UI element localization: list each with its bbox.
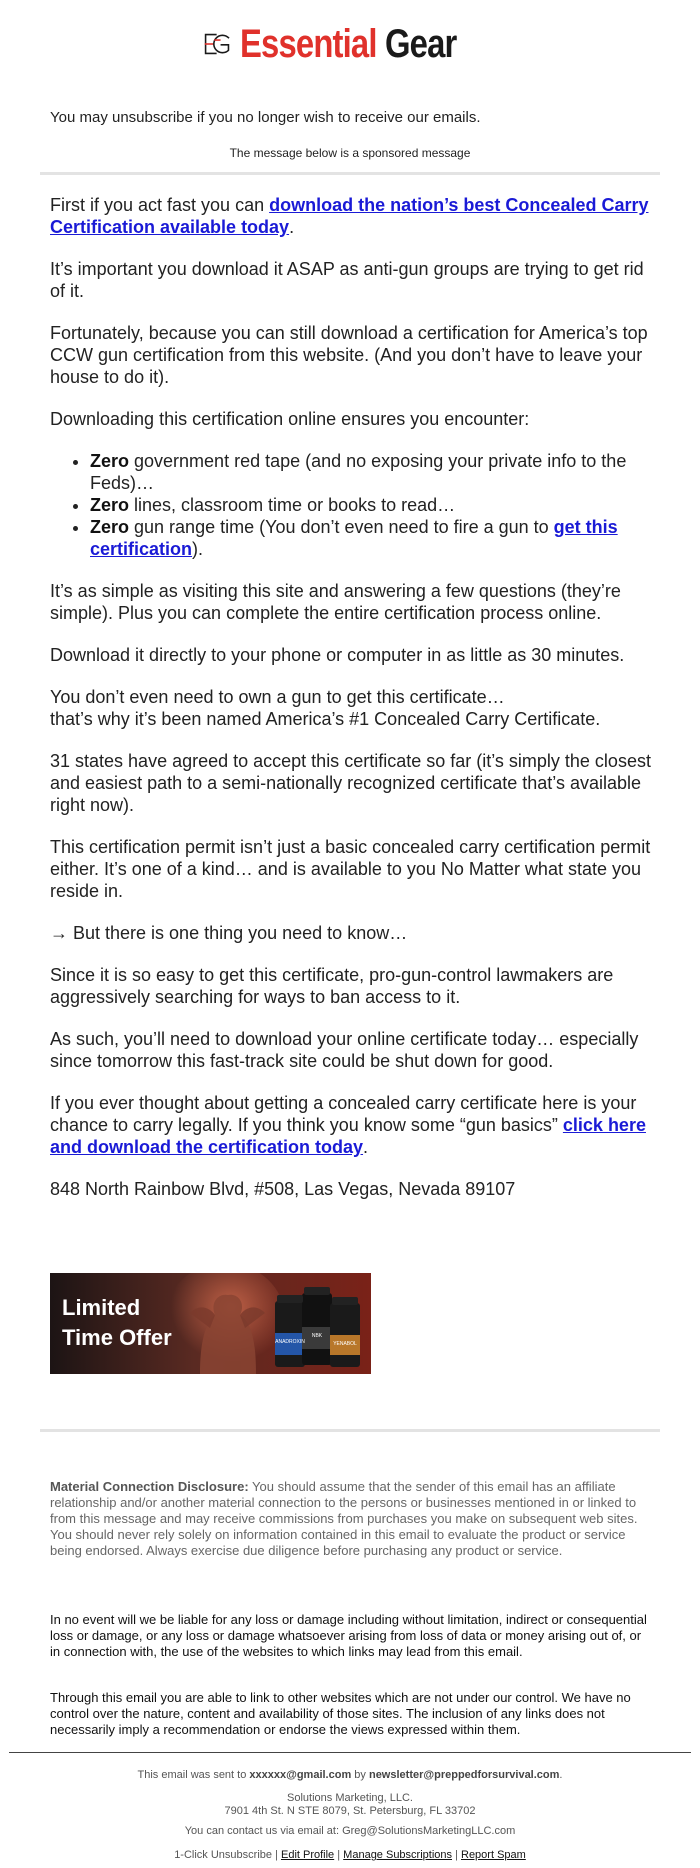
edit-profile-link[interactable]: Edit Profile xyxy=(280,1849,335,1861)
paragraph: → But there is one thing you need to know… xyxy=(50,923,408,943)
sponsored-note: The message below is a sponsored message xyxy=(229,146,471,160)
paragraph: It’s important you download it ASAP as anti-gun groups are trying to get rid of it. xyxy=(50,259,644,301)
mailing-address: 848 North Rainbow Blvd, #508, Las Vegas, Nevada 89107 xyxy=(50,1179,516,1199)
brand-logo[interactable] xyxy=(204,14,504,74)
brand-name xyxy=(240,22,456,67)
footer-contact: You can contact us via email at: Greg@SolutionsMarketingLLC.com xyxy=(184,1825,516,1837)
recipient-email: xxxxxx@gmail.com xyxy=(249,1769,352,1781)
divider xyxy=(40,1429,660,1432)
paragraph-cta: If you ever thought about getting a concealed carry certificate here is your chance to carry legally. If you think you know some “gun basics” click here and download the certification today. xyxy=(50,1093,646,1157)
material-connection-disclosure xyxy=(50,1479,650,1559)
eg-monogram-icon xyxy=(204,16,230,72)
paragraph: It’s as simple as visiting this site and answering a few questions (they’re simple). Plus you can complete the entire certification process online. xyxy=(50,581,621,623)
footer-divider xyxy=(9,1752,691,1753)
limited-time-offer-banner[interactable] xyxy=(50,1273,371,1374)
get-certification-link[interactable]: get this certification xyxy=(90,517,618,559)
banner-line2: Time Offer xyxy=(62,1325,172,1350)
brand-name-part1: Essential xyxy=(240,21,377,66)
benefits-list xyxy=(50,450,660,560)
paragraph-intro: First if you act fast you can download the nation’s best Concealed Carry Certification available today. xyxy=(50,195,649,237)
paragraph: 31 states have agreed to accept this certificate so far (it’s simply the closest and easiest path to a semi-nationally recognized certificate that’s available right now). xyxy=(50,751,651,815)
list-item: • Zero lines, classroom time or books to read… xyxy=(90,494,660,516)
banner-product2: NBK xyxy=(311,1333,323,1339)
unsubscribe-note: You may unsubscribe if you no longer wish to receive our emails. xyxy=(50,109,481,126)
sender-email: newsletter@preppedforsurvival.com xyxy=(368,1769,560,1781)
brand-name-part2: Gear xyxy=(385,21,457,66)
paragraph: As such, you’ll need to download your online certificate today… especially since tomorrow this fast-track site could be shut down for good. xyxy=(50,1029,639,1071)
footer-company: Solutions Marketing, LLC. xyxy=(287,1792,413,1804)
paragraph: You don’t even need to own a gun to get this certificate… that’s why it’s been named America’s #1 Concealed Carry Certificate. xyxy=(50,687,601,729)
banner-line1: Limited xyxy=(62,1295,141,1320)
banner-graphic xyxy=(50,1273,371,1374)
list-item: • Zero gun range time (You don’t even need to fire a gun to get this certification). xyxy=(90,516,660,560)
disclosure-title: Material Connection Disclosure: xyxy=(50,1479,249,1494)
manage-subscriptions-link[interactable]: Manage Subscriptions xyxy=(343,1849,453,1861)
external-links-notice: Through this email you are able to link to other websites which are not under our control. We have no control over the nature, content and availability of those sites. The inclusion of any links does not necessarily imply a recommendation or endorse the views expressed within them. xyxy=(50,1690,631,1737)
list-item: • Zero government red tape (and no exposing your private info to the Feds)… xyxy=(90,450,660,494)
footer-links: 1-Click Unsubscribe | Edit Profile | Manage Subscriptions | Report Spam xyxy=(174,1849,526,1861)
download-certification-today-link[interactable]: click here and download the certification today xyxy=(50,1115,646,1157)
liability-notice: In no event will we be liable for any loss or damage including without limitation, indirect or consequential loss or damage, or any loss or damage whatsoever arising from loss of data or money arising out of, or in connection with, the use of the websites to which links may lead from this email. xyxy=(50,1612,647,1659)
banner-product3: YENABOL xyxy=(333,1341,357,1347)
disclosure-text: You should assume that the sender of this email has an affiliate relationship and/or another material connection to the persons or businesses mentioned in or linked to from this message and may receive commissions from purchases you make on subsequent web sites. You should never rely solely on information contained in this email to evaluate the product or service being endorsed. Always exercise due diligence before purchasing any product or service. xyxy=(50,1479,638,1558)
report-spam-link[interactable]: Report Spam xyxy=(461,1849,526,1861)
paragraph: Since it is so easy to get this certificate, pro-gun-control lawmakers are aggressively searching for ways to ban access to it. xyxy=(50,965,614,1007)
banner-product1: ANADROXIN xyxy=(275,1339,305,1345)
paragraph: This certification permit isn’t just a basic concealed carry certification permit either. It’s one of a kind… and is available to you No Matter what state you reside in. xyxy=(50,837,651,901)
email-body xyxy=(50,194,660,1220)
divider xyxy=(40,172,660,175)
download-certification-link[interactable]: download the nation’s best Concealed Carry Certification available today xyxy=(50,195,649,237)
paragraph: Fortunately, because you can still download a certification for America’s top CCW gun certification from this website. (And you don’t have to leave your house to do it). xyxy=(50,323,648,387)
paragraph: Downloading this certification online ensures you encounter: xyxy=(50,409,530,429)
footer-address: 7901 4th St. N STE 8079, St. Petersburg, FL 33702 xyxy=(224,1805,476,1817)
paragraph: Download it directly to your phone or computer in as little as 30 minutes. xyxy=(50,645,625,665)
one-click-unsubscribe[interactable]: 1-Click Unsubscribe xyxy=(174,1849,272,1861)
footer-sent-to: This email was sent to xxxxxx@gmail.com by newsletter@preppedforsurvival.com. xyxy=(137,1769,563,1781)
